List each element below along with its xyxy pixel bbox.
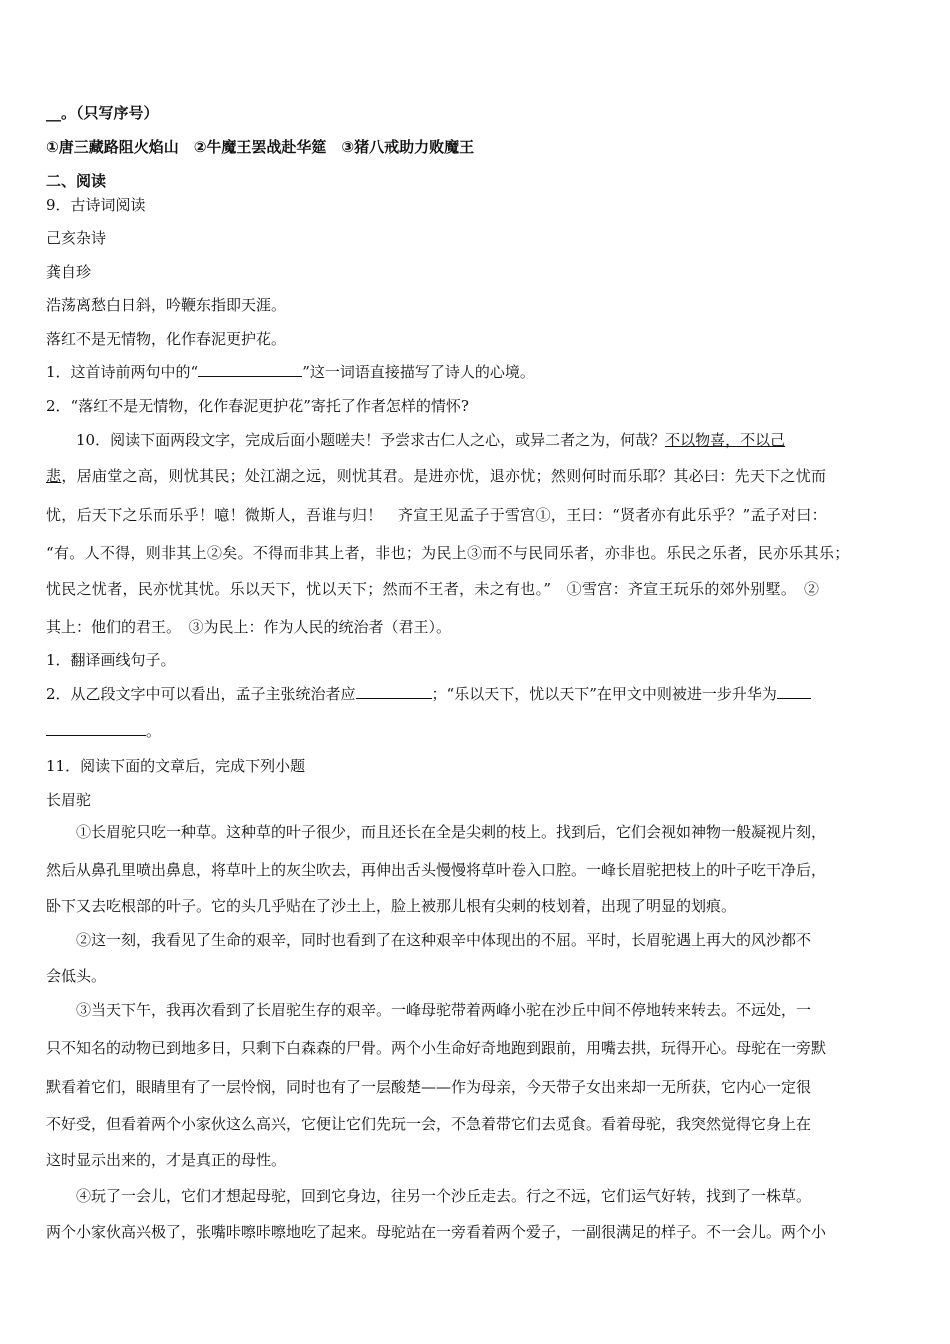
- q10-sub2-cont: 。: [46, 721, 906, 741]
- q8-answer-instruction: __。（只写序号）: [46, 104, 159, 122]
- article-paragraph-line: 这时显示出来的，才是真正的母性。: [46, 1151, 287, 1169]
- poem-title: 己亥杂诗: [46, 229, 107, 247]
- q10-passage-line: 10．阅读下面两段文字，完成后面小题嗟夫！予尝求古仁人之心，或异二者之为，何哉？不以物喜，不以己: [76, 431, 786, 449]
- article-paragraph-line: 默看着它们，眼睛里有了一层怜悯，同时也有了一层酸楚——作为母亲，今天带子女出来却一无所获，它内心一定很: [46, 1078, 812, 1096]
- article-paragraph-line: 卧下又去吃根部的叶子。它的头几乎贴在了沙土上，脸上被那儿根有尖刺的枝划着，出现了明显的划痕。: [46, 897, 737, 915]
- article-paragraph-line: 只不知名的动物已到地多日，只剩下白森森的尸骨。两个小生命好奇地跑到跟前，用嘴去拱，玩得开心。母驼在一旁默: [46, 1039, 827, 1057]
- article-paragraph-line: 不好受，但看着两个小家伙这么高兴，它便让它们先玩一会，不急着带它们去觅食。看着母驼，我突然觉得它身上在: [46, 1115, 812, 1133]
- underlined-sentence: 不以物喜，不以己: [665, 431, 786, 449]
- article-paragraph-line: ④玩了一会儿，它们才想起母驼，回到它身边，往另一个沙丘走去。行之不远，它们运气好转，找到了一株草。: [76, 1187, 812, 1205]
- article-paragraph-line: ③当天下午，我再次看到了长眉驼生存的艰辛。一峰母驼带着两峰小驼在沙丘中间不停地转来转去。不远处，一: [76, 1001, 812, 1019]
- article-title: 长眉驼: [46, 791, 92, 809]
- q10-passage-line: 忧，后天下之乐而乐乎！噫！微斯人，吾谁与归！ 齐宣王见孟子于雪宫①，王曰：“贤者亦有此乐乎？”孟子对曰：: [46, 506, 827, 524]
- underlined-sentence: 悲: [46, 467, 62, 485]
- q10-sub2: 2．从乙段文字中可以看出，孟子主张统治者应 ；“乐以天下，忧以天下”在甲文中则被进一步升华为: [46, 684, 906, 704]
- q9-header: 9．古诗词阅读: [46, 196, 146, 214]
- poem-line: 浩荡离愁白日斜，吟鞭东指即天涯。: [46, 296, 287, 314]
- poem-author: 龚自珍: [46, 263, 92, 281]
- q8-options: ①唐三藏路阻火焰山 ②牛魔王罢战赴华筵 ③猪八戒助力败魔王: [46, 138, 475, 156]
- answer-blank[interactable]: [198, 362, 302, 377]
- answer-blank[interactable]: [46, 721, 146, 736]
- article-paragraph-line: ①长眉驼只吃一种草。这种草的叶子很少，而且还长在全是尖刺的枝上。找到后，它们会视如神物一般凝视片刻，: [76, 823, 827, 841]
- q10-passage-line: “有。人不得，则非其上②矣。不得而非其上者，非也；为民上③而不与民同乐者，亦非也。乐民之乐者，民亦乐其乐；: [46, 544, 850, 562]
- article-paragraph-line: 会低头。: [46, 967, 107, 985]
- q9-sub1: 1．这首诗前两句中的“ ”这一词语直接描写了诗人的心境。: [46, 363, 535, 381]
- article-paragraph-line: ②这一刻，我看见了生命的艰辛，同时也看到了在这种艰辛中体现出的不屈。平时，长眉驼遇上再大的风沙都不: [76, 931, 812, 949]
- q11-header: 11．阅读下面的文章后，完成下列小题: [46, 757, 306, 775]
- q8-blank: __: [46, 104, 61, 122]
- section-title: 二、阅读: [46, 172, 107, 190]
- article-paragraph-line: 两个小家伙高兴极了，张嘴咔嚓咔嚓地吃了起来。母驼站在一旁看着两个爱子，一副很满足的样子。不一会儿。两个小: [46, 1223, 827, 1241]
- q10-passage-line: 忧民之忧者，民亦忧其忧。乐以天下，忧以天下；然而不王者，未之有也。” ①雪宫：齐宣王玩乐的郊外别墅。 ②: [46, 580, 820, 598]
- q9-sub2: 2．“落红不是无情物，化作春泥更护花”寄托了作者怎样的情怀?: [46, 397, 469, 415]
- answer-blank[interactable]: [356, 684, 432, 699]
- article-paragraph-line: 然后从鼻孔里喷出鼻息，将草叶上的灰尘吹去，再伸出舌头慢慢将草叶卷入口腔。一峰长眉驼把枝上的叶子吃干净后，: [46, 861, 827, 879]
- poem-line: 落红不是无情物，化作春泥更护花。: [46, 330, 287, 348]
- q10-sub1: 1．翻译画线句子。: [46, 651, 176, 669]
- q10-passage-line: 悲，居庙堂之高，则忧其民；处江湖之远，则忧其君。是进亦忧，退亦忧；然则何时而乐耶？其必曰：先天下之忧而: [46, 467, 827, 485]
- q10-passage-line: 其上：他们的君王。 ③为民上：作为人民的统治者（君王）。: [46, 618, 452, 636]
- answer-blank[interactable]: [777, 684, 811, 699]
